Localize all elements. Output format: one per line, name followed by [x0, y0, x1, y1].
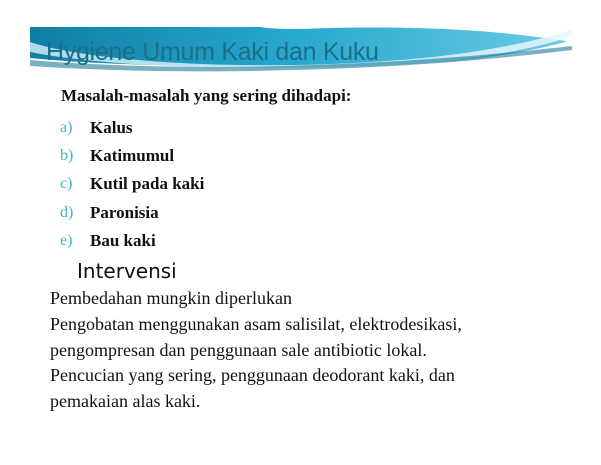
problems-intro: Masalah-masalah yang sering dihadapi:: [61, 86, 352, 105]
body-line: Pembedahan mungkin diperlukan: [50, 288, 292, 308]
list-marker: d): [60, 203, 74, 221]
body-line: pengompresan dan penggunaan sale antibiotic lokal.: [50, 339, 427, 360]
list-item-text: Katimumul: [90, 146, 175, 166]
body-line: Pencucian yang sering, penggunaan deodorant kaki, dan: [50, 365, 455, 386]
list-item-text: Kalus: [90, 118, 133, 138]
list-item-text: Bau kaki: [90, 230, 156, 250]
body-line: Pengobatan menggunakan asam salisilat, elektrodesikasi,: [50, 313, 462, 334]
intervention-heading: Intervensi: [77, 259, 177, 283]
problems-list: [60, 114, 204, 255]
list-item: [60, 227, 204, 255]
slide-title: Hygiene Umum Kaki dan Kuku: [46, 38, 379, 66]
list-marker: c): [60, 175, 73, 193]
list-item-text: Paronisia: [90, 202, 159, 222]
list-marker: a): [60, 119, 73, 137]
list-item: [60, 199, 204, 227]
list-item: [60, 142, 204, 170]
list-item: [60, 114, 204, 142]
list-item: [60, 170, 204, 198]
list-marker: e): [60, 231, 73, 249]
body-line: pemakaian alas kaki.: [50, 391, 201, 412]
list-item-text: Kutil pada kaki: [90, 174, 205, 194]
intervention-body: [50, 286, 462, 415]
list-marker: b): [60, 147, 74, 165]
